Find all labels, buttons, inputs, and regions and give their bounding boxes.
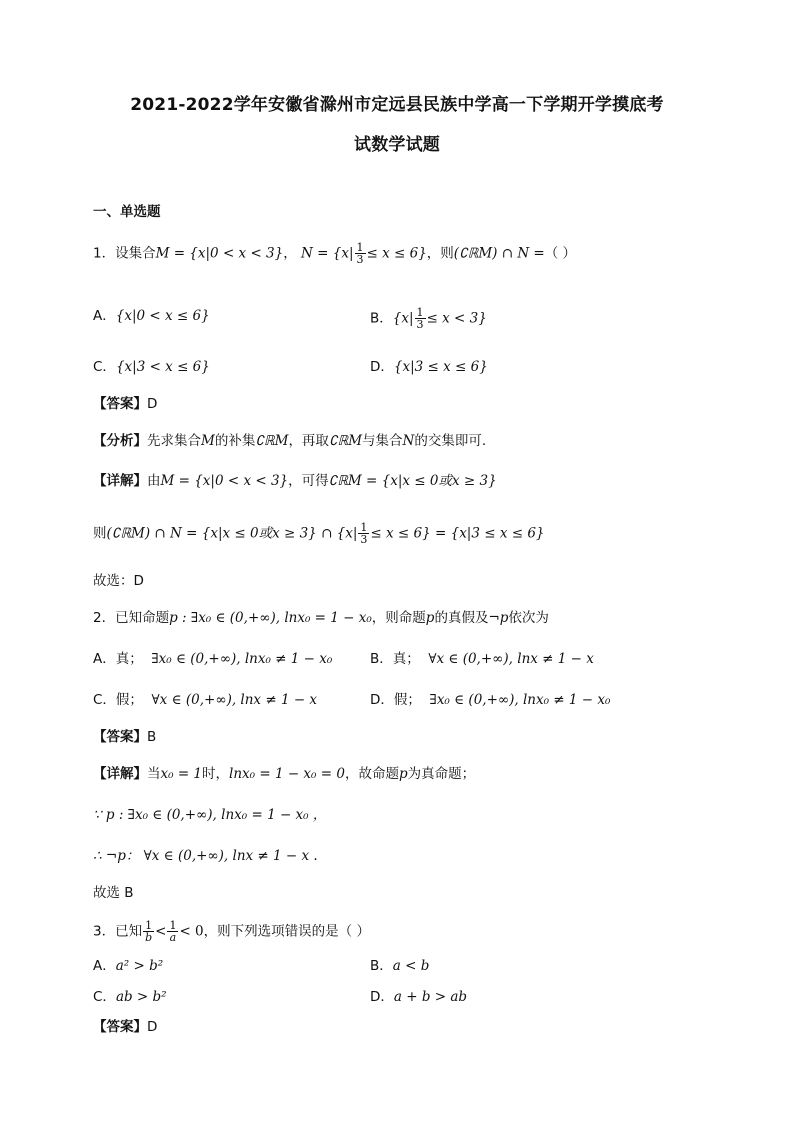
q3-lt: < — [155, 923, 167, 940]
q3-fraction-1 — [143, 920, 154, 943]
q1-frac-den: 3 — [356, 253, 364, 266]
q1-detail-t1: 由 — [147, 473, 161, 489]
q1-stem — [93, 242, 576, 265]
q2-stem-notp: ¬p — [488, 610, 509, 626]
q2-detail-t3: ，故命题 — [344, 766, 399, 782]
q1-detail-tag: 【详解】 — [93, 473, 147, 489]
q1-option-c — [93, 358, 210, 376]
q3-option-c-text: ab > b² — [115, 989, 167, 1005]
q1-detail2-fraction — [358, 522, 369, 545]
q3-option-a-text: a² > b² — [115, 958, 164, 974]
q1-set-m: M = {x|0 < x < 3} — [155, 245, 284, 262]
q2-option-b-text: ∀x ∈ (0,+∞), lnx ≠ 1 − x — [428, 651, 594, 667]
q2-option-c-text: ∀x ∈ (0,+∞), lnx ≠ 1 − x — [151, 692, 318, 708]
q1-option-d-text: {x|3 ≤ x ≤ 6} — [393, 359, 488, 375]
q2-detail-tag: 【详解】 — [93, 766, 147, 782]
q3-stem-tail: < 0 — [179, 923, 204, 940]
q1-analysis-t4: 与集合 — [362, 433, 403, 449]
q2-option-a-label: A．真； — [93, 651, 143, 667]
q3-stem-prefix: 3．已知 — [93, 923, 143, 940]
q1-analysis-t1: 先求集合 — [147, 433, 201, 449]
q1-answer-value: D — [147, 396, 158, 412]
q2-option-a-text: ∃x₀ ∈ (0,+∞), lnx₀ ≠ 1 − x₀ — [151, 651, 333, 667]
q1-answer-tag: 【答案】 — [93, 396, 147, 412]
q2-option-b-label: B．真； — [370, 651, 420, 667]
q3-option-c — [93, 988, 167, 1006]
q3-f1-den: b — [145, 931, 153, 944]
q2-option-d-label: D．假； — [370, 692, 421, 708]
q3-option-d — [370, 988, 467, 1006]
q2-option-d-text: ∃x₀ ∈ (0,+∞), lnx₀ ≠ 1 − x₀ — [429, 692, 611, 708]
q1-option-b-left: {x| — [392, 310, 414, 327]
document-title-line2: 试数学试题 — [354, 135, 440, 155]
q1-option-c-text: {x|3 < x ≤ 6} — [115, 359, 210, 375]
q3-fraction-2 — [167, 920, 178, 943]
q3-stem-suffix: ，则下列选项错误的是（ ） — [203, 923, 370, 940]
q1-option-b-label: B． — [370, 310, 393, 327]
q1-analysis-cm2: ∁ℝM — [328, 433, 363, 449]
q2-detail-t4: 为真命题； — [407, 766, 476, 782]
q1-detail2-prefix: 则 — [93, 525, 107, 542]
q1-detail-cm: ∁ℝM = {x|x ≤ 0或x ≥ 3} — [328, 473, 497, 489]
q2-answer — [93, 728, 156, 746]
q1-option-b-fraction — [415, 307, 426, 330]
q2-detail — [93, 765, 475, 783]
q3-option-d-label: D． — [370, 989, 394, 1005]
q3-f1-num: 1 — [145, 919, 153, 932]
q3-option-a — [93, 957, 163, 975]
q1-option-b — [370, 307, 487, 330]
q2-option-d — [370, 691, 610, 709]
q2-detail-p: p — [398, 766, 408, 782]
q2-detail-t2: 时， — [202, 766, 230, 782]
q2-stem-prefix: 2．已知命题 — [93, 610, 170, 626]
q1-sep: ， — [283, 245, 297, 262]
q2-detail-x0: x₀ = 1 — [160, 766, 203, 782]
q1-stem-mid: ，则 — [426, 245, 454, 262]
q3-answer-tag: 【答案】 — [93, 1019, 147, 1035]
q1-expression: (∁ℝM) ∩ N = — [453, 245, 545, 262]
q1-set-n-right: ≤ x ≤ 6} — [366, 245, 427, 262]
q1-detail-line2 — [93, 522, 545, 545]
section-heading: 一、单选题 — [93, 204, 161, 220]
q1-detail2-frac-num: 1 — [360, 521, 368, 534]
q1-option-d-label: D． — [370, 359, 394, 375]
q1-analysis — [93, 432, 486, 450]
q2-detail-line2: ∵ p : ∃x₀ ∈ (0,+∞), lnx₀ = 1 − x₀ ， — [93, 807, 327, 823]
q2-option-b — [370, 650, 594, 668]
q2-answer-tag: 【答案】 — [93, 729, 147, 745]
q1-blank: （ ） — [544, 245, 577, 262]
q3-answer-value: D — [147, 1019, 158, 1035]
q3-option-c-label: C． — [93, 989, 116, 1005]
q1-analysis-cm: ∁ℝM — [255, 433, 289, 449]
q3-option-b-label: B． — [370, 958, 393, 974]
q2-detail-line3: ∴ ¬p： ∀x ∈ (0,+∞), lnx ≠ 1 − x . — [93, 848, 318, 864]
q2-option-a — [93, 650, 332, 668]
q2-detail-expr: lnx₀ = 1 − x₀ = 0 — [229, 766, 345, 782]
q2-option-c — [93, 691, 317, 709]
q1-option-b-frac-num: 1 — [416, 306, 424, 319]
q2-stem-p: p — [425, 610, 435, 626]
q1-detail-t2: ，可得 — [288, 473, 329, 489]
q1-set-n-left: N = {x| — [301, 245, 354, 262]
q2-answer-value: B — [147, 729, 157, 745]
q1-analysis-tag: 【分析】 — [93, 433, 147, 449]
q1-analysis-t5: 的交集即可. — [414, 433, 487, 449]
q3-option-b-text: a < b — [392, 958, 430, 974]
q1-analysis-t3: ，再取 — [288, 433, 329, 449]
q1-analysis-t2: 的补集 — [214, 433, 256, 449]
q1-option-a — [93, 307, 210, 325]
q2-option-c-label: C．假； — [93, 692, 143, 708]
q1-detail-m: M = {x|0 < x < 3} — [160, 473, 289, 489]
q1-detail2-expr2: ≤ x ≤ 6} = {x|3 ≤ x ≤ 6} — [370, 525, 545, 542]
q1-conclusion: 故选：D — [93, 573, 144, 589]
q1-option-b-frac-den: 3 — [416, 318, 424, 331]
document-title-line1: 2021-2022学年安徽省滁州市定远县民族中学高一下学期开学摸底考 — [130, 95, 664, 115]
q1-option-b-right: ≤ x < 3} — [426, 310, 487, 327]
q3-stem — [93, 920, 370, 943]
q3-f2-den: a — [169, 931, 177, 944]
q1-option-a-text: {x|0 < x ≤ 6} — [115, 308, 210, 324]
q1-detail2-frac-den: 3 — [360, 533, 368, 546]
q1-frac-num: 1 — [356, 241, 364, 254]
q3-answer — [93, 1018, 157, 1036]
q1-detail2-expr1: (∁ℝM) ∩ N = {x|x ≤ 0或x ≥ 3} ∩ {x| — [106, 525, 358, 542]
q2-conclusion: 故选 B — [93, 885, 134, 901]
q1-option-a-label: A． — [93, 308, 116, 324]
q3-option-a-label: A． — [93, 958, 116, 974]
q2-detail-t1: 当 — [147, 766, 161, 782]
q3-option-d-text: a + b > ab — [393, 989, 468, 1005]
q1-detail — [93, 472, 497, 490]
q1-stem-prefix: 1．设集合 — [93, 245, 156, 262]
q1-option-d — [370, 358, 488, 376]
q1-answer — [93, 395, 157, 413]
q2-stem-mid: ，则命题 — [371, 610, 426, 626]
q2-stem-t2: 的真假及 — [434, 610, 489, 626]
q2-stem — [93, 609, 549, 627]
q1-option-c-label: C． — [93, 359, 116, 375]
q1-fraction — [355, 242, 366, 265]
q3-f2-num: 1 — [169, 919, 177, 932]
q3-option-b — [370, 957, 429, 975]
q1-analysis-n: N — [402, 433, 415, 449]
q2-stem-expr: p : ∃x₀ ∈ (0,+∞), lnx₀ = 1 − x₀ — [169, 610, 372, 626]
q1-analysis-m: M — [201, 433, 215, 449]
q2-stem-suffix: 依次为 — [508, 610, 549, 626]
